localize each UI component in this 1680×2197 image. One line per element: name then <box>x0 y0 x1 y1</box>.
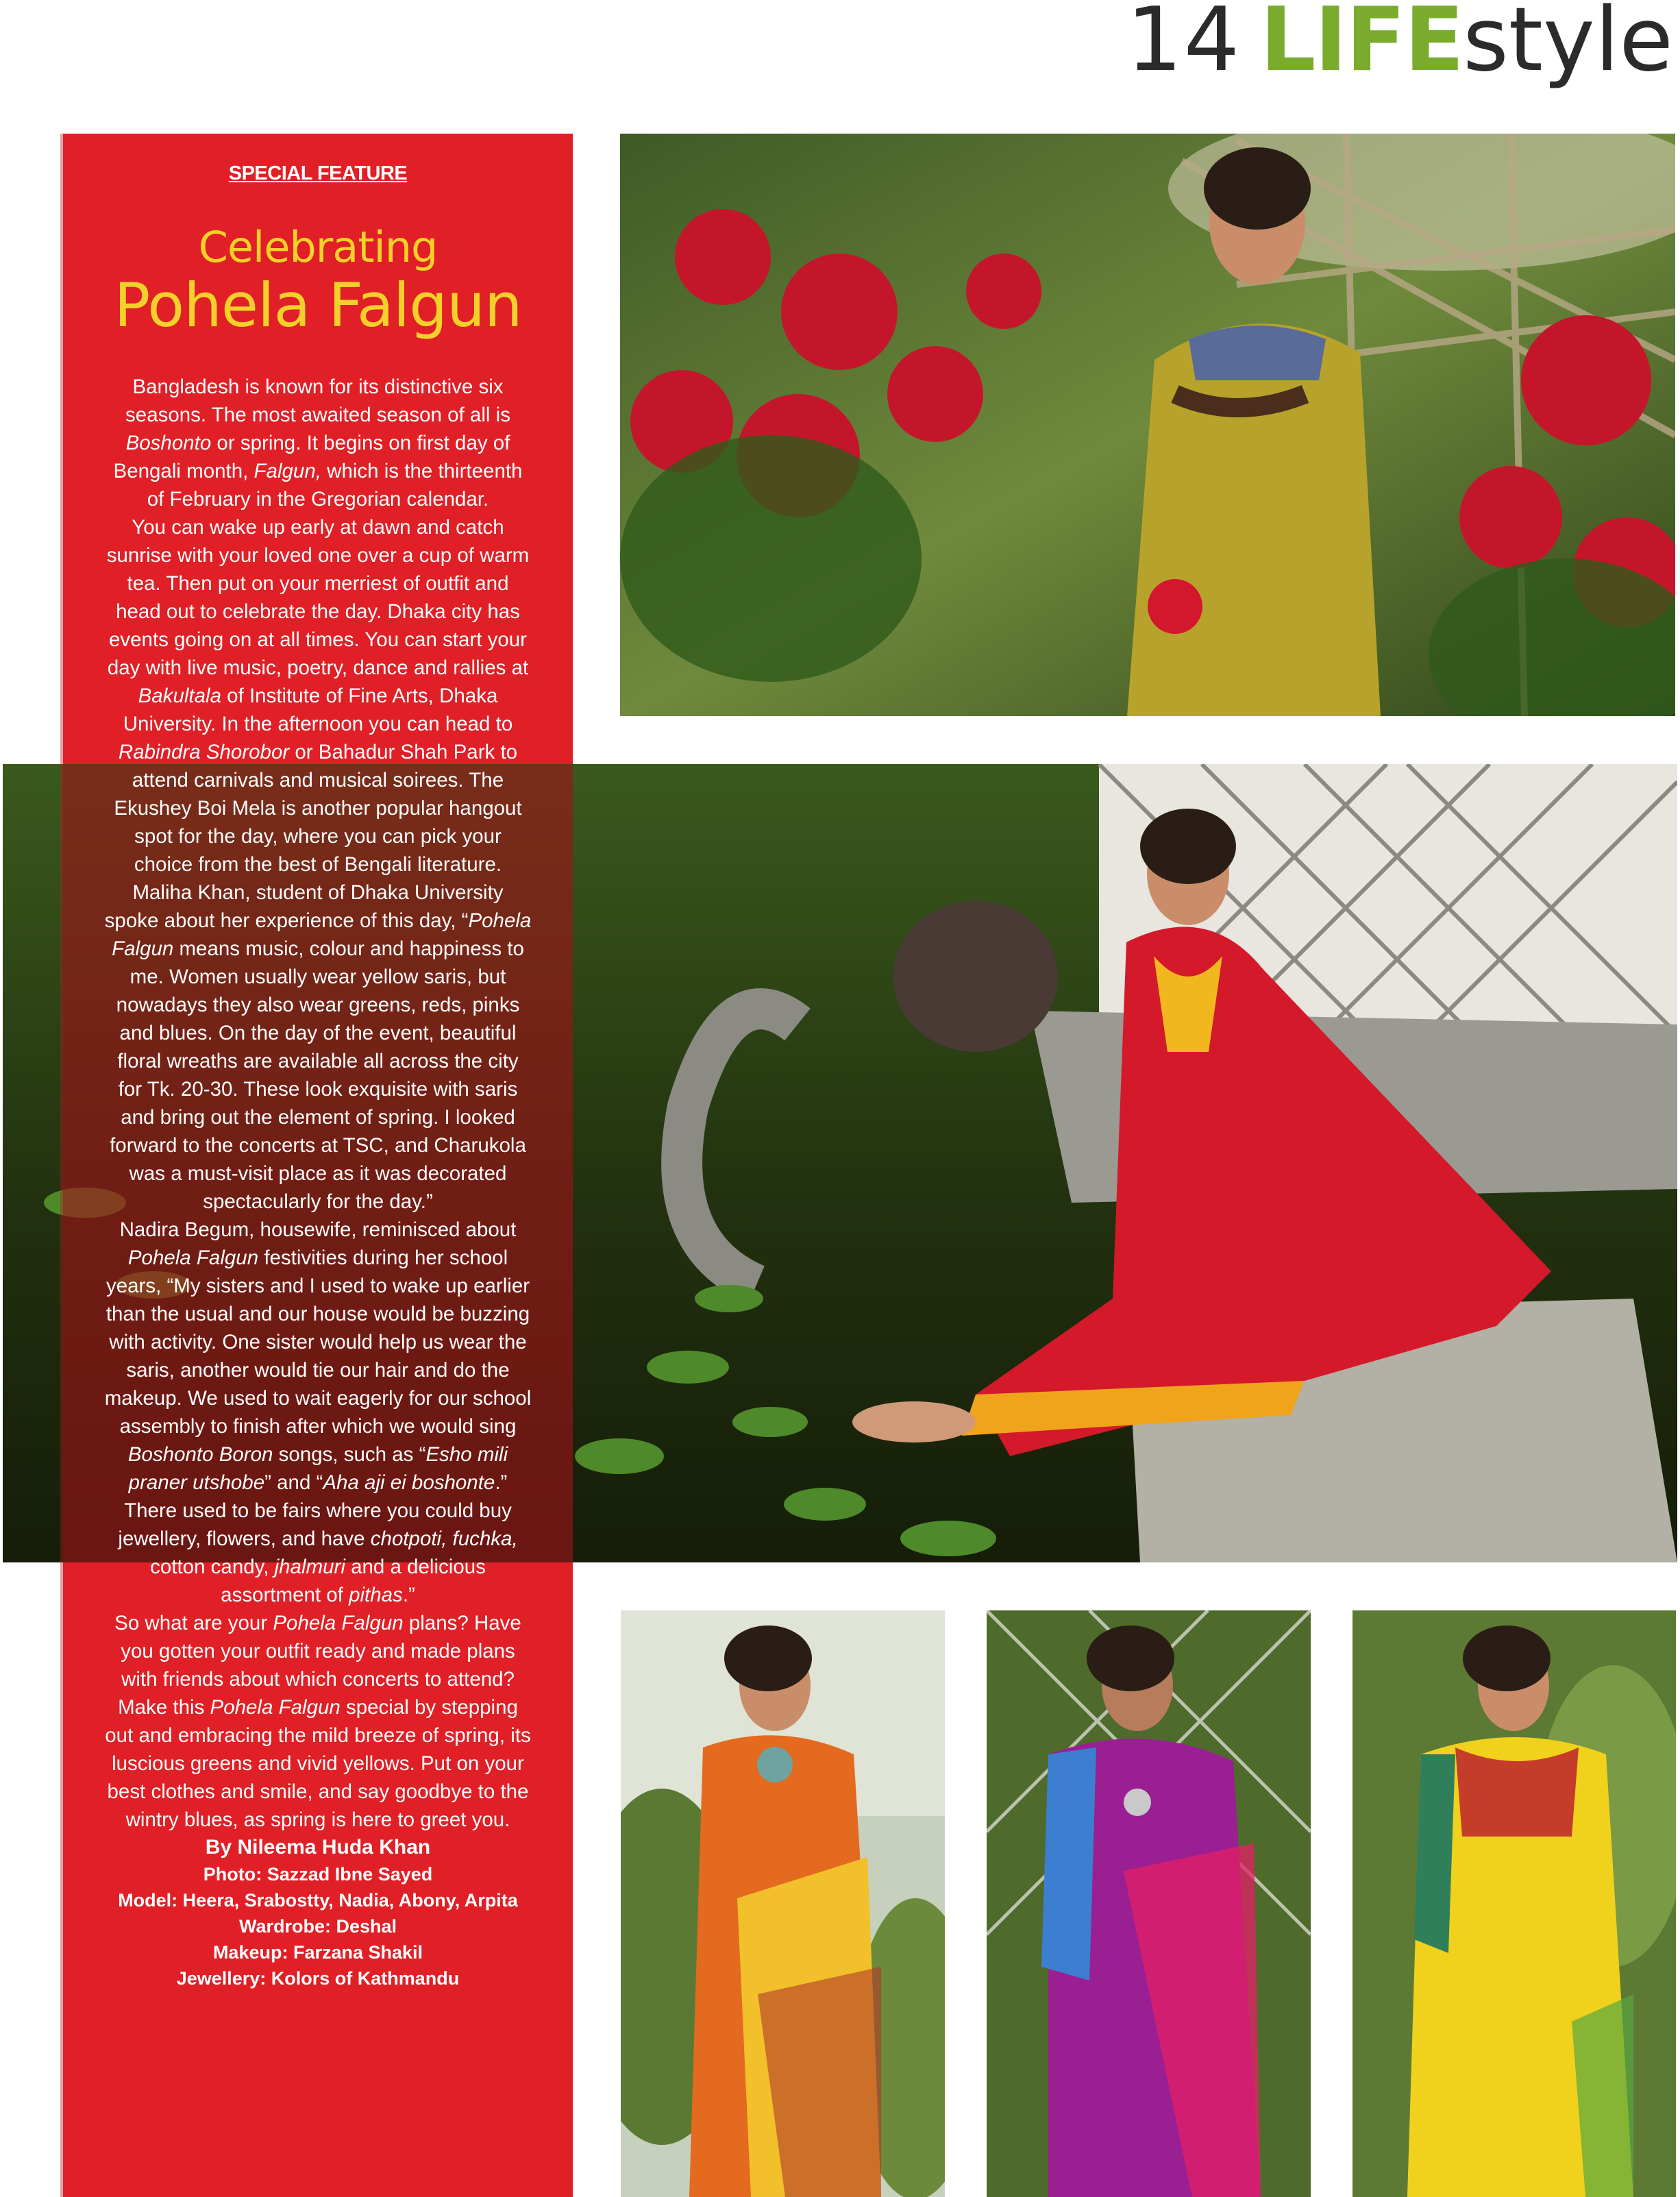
italic-run: Pohela Falgun <box>127 1247 259 1269</box>
text-run: plans? Have you gotten your outfit ready and made plans with friends about which concerts to attend? Make this <box>118 1612 521 1719</box>
italic-run: Pohela Falgun <box>273 1612 404 1634</box>
text-run: Bangladesh is known for its distinctive six seasons. The most awaited season of all is <box>125 376 510 426</box>
text-run: or spring. It begins on first day of Bengali month, <box>113 432 510 482</box>
italic-run: chotpoti, fuchka, <box>370 1527 518 1550</box>
text-run: and a delicious assortment of <box>221 1556 486 1606</box>
credit-photo: Photo: Sazzad Ibne Sayed <box>203 1864 433 1885</box>
byline: By Nileema Huda Khan <box>205 1836 431 1858</box>
text-run: You can wake up early at dawn and catch sunrise with your loved one over a cup of warm tea. Then put on your merriest of outfit and head out to celebrate the day. Dhaka city has events going on at all times. You can start your day with live music, poetry, dance and rallies at <box>106 516 530 679</box>
body-paragraph <box>104 1609 532 1834</box>
credit-wardrobe: Wardrobe: Deshal <box>238 1916 397 1937</box>
text-run: ” and “ <box>264 1471 323 1494</box>
italic-run: Pohela Falgun <box>210 1696 341 1719</box>
italic-run: Boshonto Boron <box>127 1443 273 1466</box>
text-run: songs, such as “ <box>273 1443 426 1466</box>
section-name-bold: LIFE <box>1260 0 1463 91</box>
photo-poinsettia-garden <box>620 134 1675 716</box>
headline-line-1: Celebrating <box>198 222 438 272</box>
body-paragraph <box>104 879 532 1216</box>
text-run: Nadira Begum, housewife, reminisced about <box>119 1218 517 1241</box>
text-run: which is the thirteenth of February in the Gregorian calendar. <box>147 460 523 511</box>
text-run: .” <box>402 1584 415 1606</box>
kicker: SPECIAL FEATURE <box>228 162 408 184</box>
photo-purple-sari <box>987 1610 1311 2197</box>
photo-orange-sari <box>621 1610 945 2197</box>
article-body <box>104 373 532 1834</box>
body-paragraph <box>104 513 532 879</box>
text-run: festivities during her school years, “My sisters and I used to wake up earlier than the usual and our house would be buzzing with activity. One sister would help us wear the saris, another would tie our hair and do the makeup. We used to wait eagerly for our school assembly to finish after which we would sing <box>104 1247 532 1438</box>
italic-run: Esho mili praner utshobe <box>128 1443 508 1494</box>
page-header <box>1126 0 1673 96</box>
italic-run: Aha aji ei boshonte <box>323 1471 495 1494</box>
italic-run: Falgun, <box>254 460 321 482</box>
credit-makeup: Makeup: Farzana Shakil <box>212 1942 423 1963</box>
headline-line-2: Pohela Falgun <box>114 270 522 341</box>
credit-jewellery: Jewellery: Kolors of Kathmandu <box>176 1968 460 1989</box>
photo-yellow-sari <box>1352 1610 1676 2197</box>
credits <box>104 1834 532 1991</box>
credit-model: Model: Heera, Srabostty, Nadia, Abony, Arpita <box>118 1890 518 1911</box>
text-run: Maliha Khan, student of Dhaka University spoke about her experience of this day, “ <box>104 881 504 932</box>
text-run: special by stepping out and embracing the mild breeze of spring, its luscious greens and vivid yellows. Put on your best clothes and smile, and say goodbye to the wintry blues, as spring is here to greet you. <box>105 1696 531 1831</box>
italic-run: Bakultala <box>138 685 221 707</box>
body-paragraph <box>104 1216 532 1609</box>
italic-run: Rabindra Shorobor <box>118 741 290 763</box>
italic-run: Boshonto <box>125 432 212 454</box>
body-paragraph <box>104 373 532 513</box>
section-name-light: style <box>1463 0 1673 91</box>
text-run: or Bahadur Shah Park to attend carnivals and musical soirees. The Ekushey Boi Mela is another popular hangout spot for the day, where you can pick your choice from the best of Bengali literature. <box>114 741 522 876</box>
text-run: .” There used to be fairs where you could buy jewellery, flowers, and have <box>118 1471 512 1550</box>
article <box>63 134 573 1991</box>
italic-run: Pohela Falgun <box>112 909 532 960</box>
text-run: of Institute of Fine Arts, Dhaka University. In the afternoon you can head to <box>123 685 513 735</box>
text-run: So what are your <box>114 1612 273 1634</box>
page-number: 14 <box>1126 0 1241 91</box>
italic-run: pithas <box>349 1584 403 1606</box>
text-run: cotton candy, <box>150 1556 275 1578</box>
italic-run: jhalmuri <box>274 1556 345 1578</box>
text-run: means music, colour and happiness to me. Women usually wear yellow saris, but nowadays they also wear greens, reds, pinks and blues. On the day of the event, beautiful floral wreaths are available all across the city for Tk. 20-30. These look exquisite with saris and bring out the element of spring. I looked forward to the concerts at TSC, and Charukola was a must-visit place as it was decorated spectacularly for the day.” <box>110 937 526 1213</box>
